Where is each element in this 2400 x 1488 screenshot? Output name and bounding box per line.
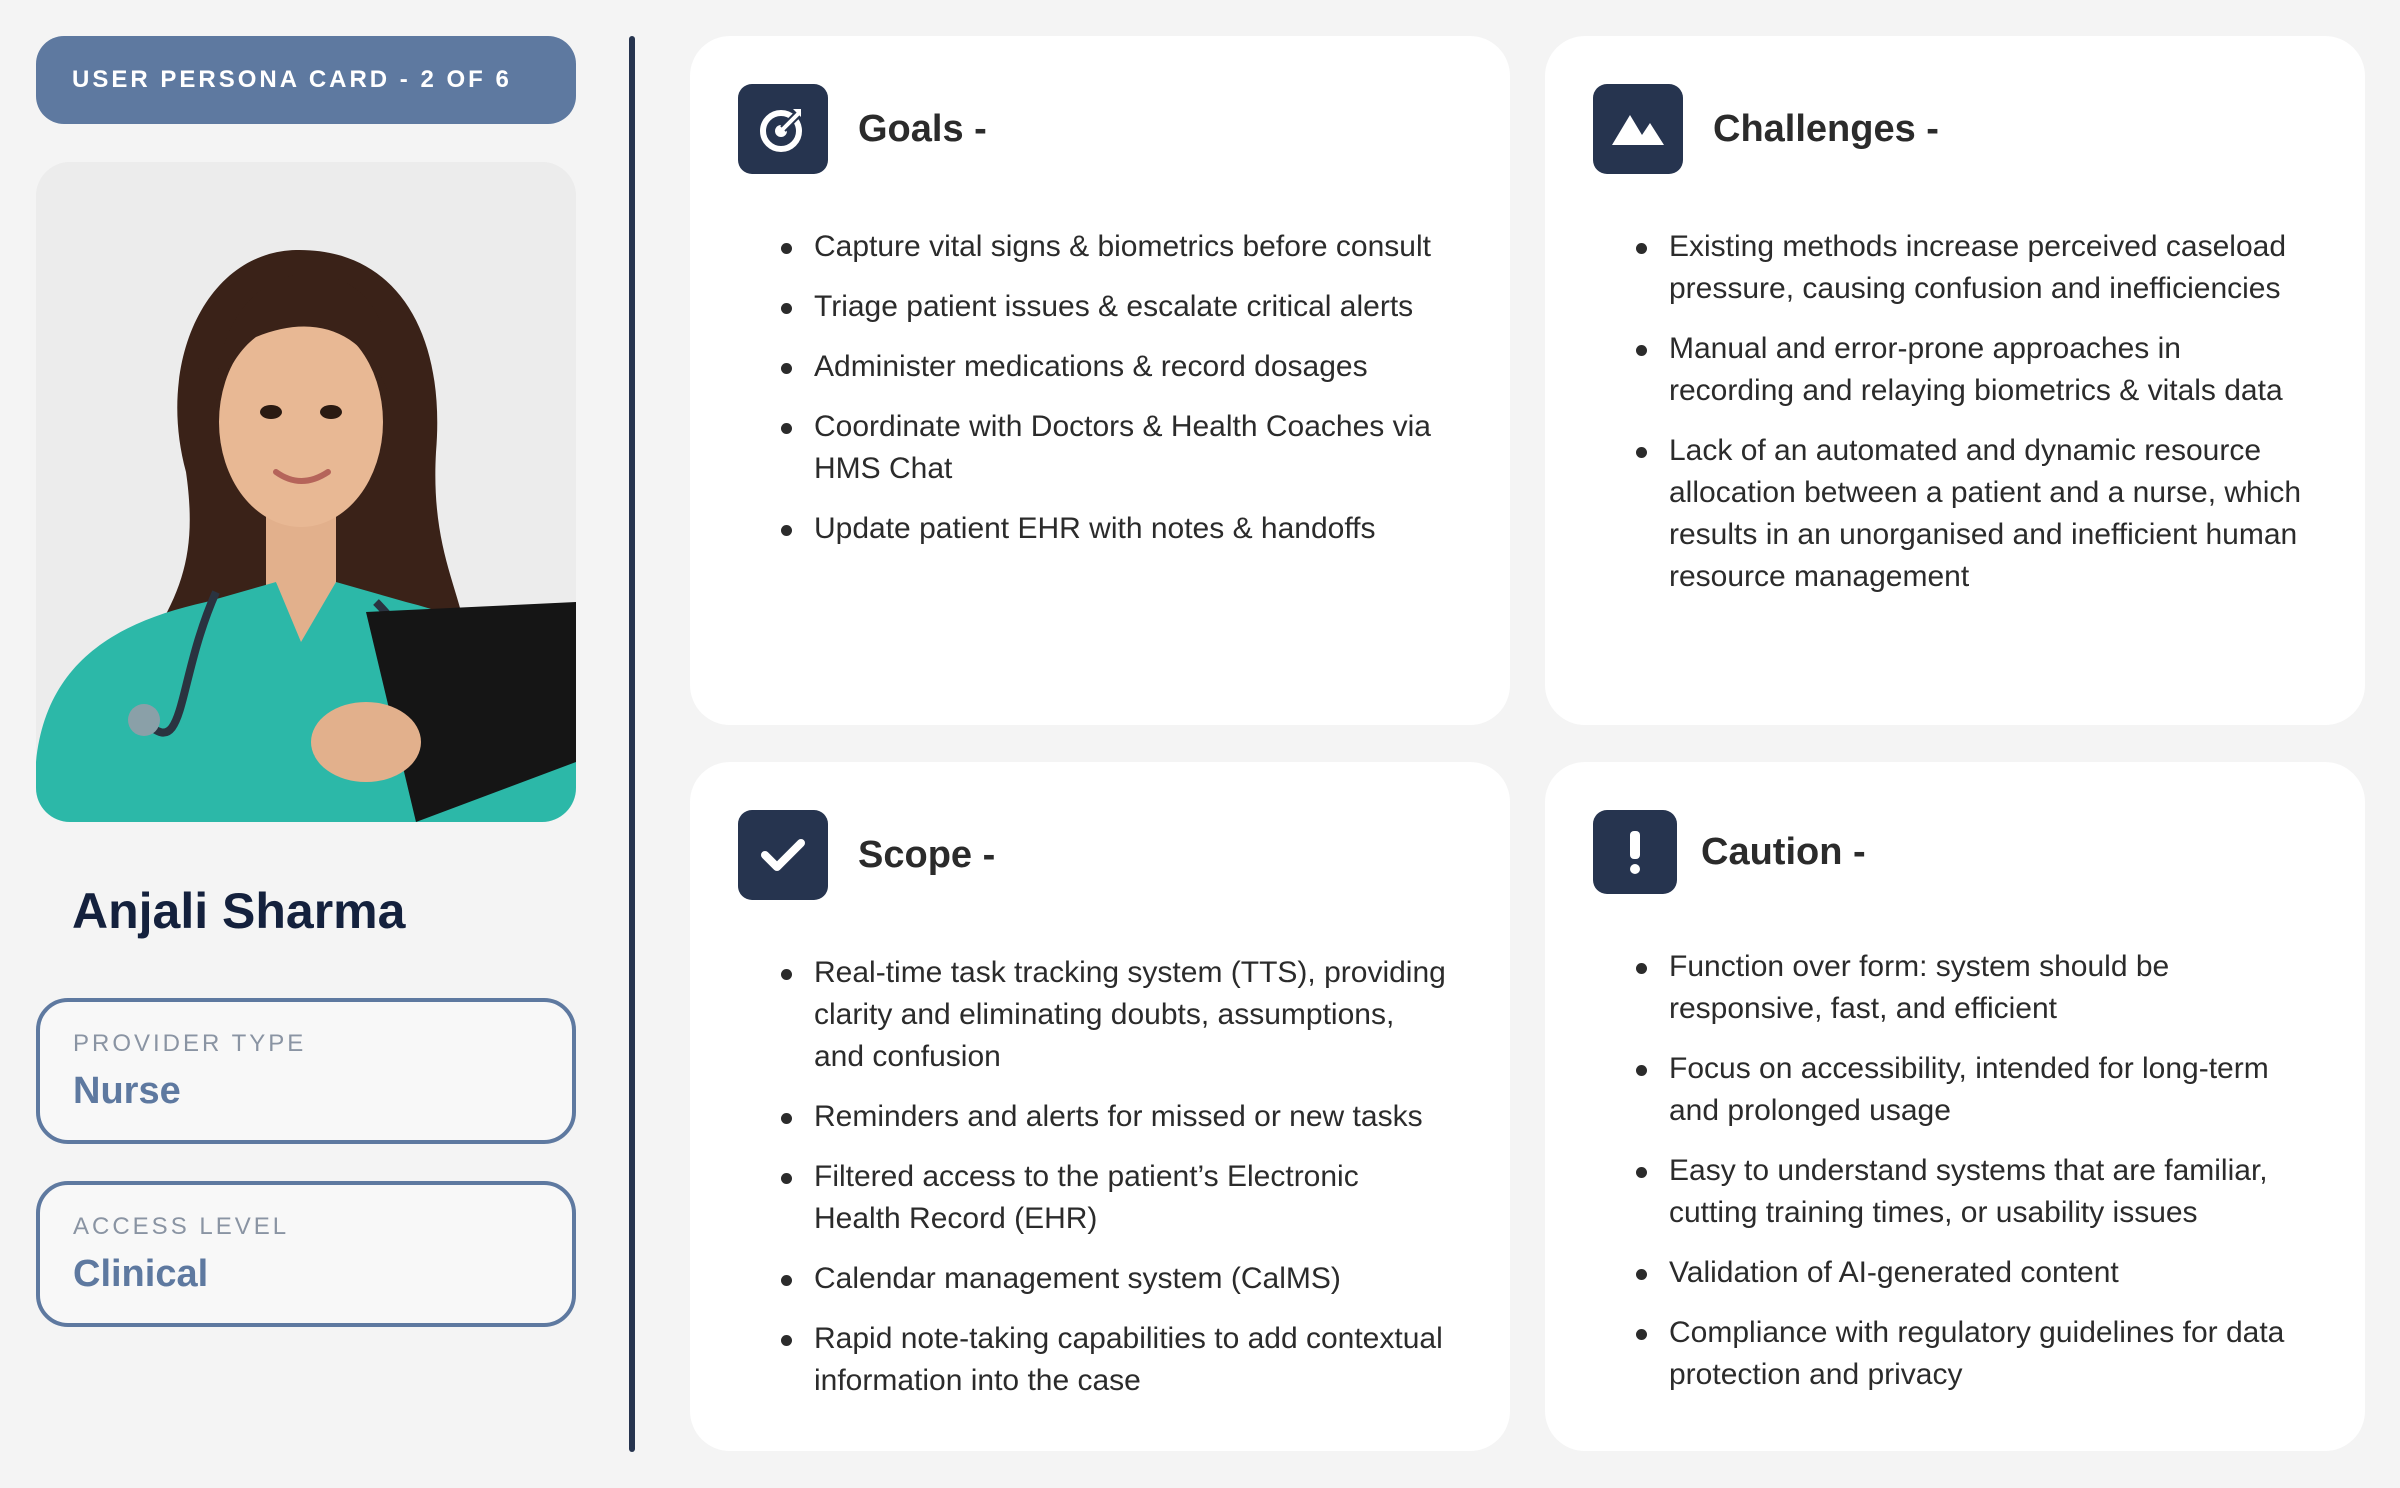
challenges-title: Challenges - — [1713, 107, 1939, 150]
list-item: Validation of AI-generated content — [1545, 1252, 2365, 1294]
persona-name: Anjali Sharma — [72, 883, 406, 939]
list-item: Compliance with regulatory guidelines for data protection and privacy — [1545, 1312, 2365, 1396]
list-item: Triage patient issues & escalate critical alerts — [690, 286, 1510, 328]
persona-panel — [36, 36, 576, 1295]
goals-title: Goals - — [858, 107, 987, 150]
provider-type-label: PROVIDER TYPE — [73, 1030, 307, 1057]
list-item: Existing methods increase perceived caseload pressure, causing confusion and inefficiencies — [1545, 226, 2365, 310]
provider-type-field — [36, 998, 576, 1144]
list-item: Capture vital signs & biometrics before consult — [690, 226, 1510, 268]
checkmark-icon — [738, 810, 828, 900]
exclamation-icon — [1593, 810, 1677, 894]
list-item: Lack of an automated and dynamic resource allocation between a patient and a nurse, which results in an unorganised and inefficient human resource management — [1545, 430, 2365, 598]
caution-card — [1545, 762, 2365, 1451]
list-item: Easy to understand systems that are familiar, cutting training times, or usability issues — [1545, 1150, 2365, 1234]
persona-photo — [36, 162, 576, 822]
caution-list — [1545, 946, 2365, 1414]
list-item: Focus on accessibility, intended for long-term and prolonged usage — [1545, 1048, 2365, 1132]
list-item: Manual and error-prone approaches in recording and relaying biometrics & vitals data — [1545, 328, 2365, 412]
target-icon — [738, 84, 828, 174]
challenges-card — [1545, 36, 2365, 725]
list-item: Filtered access to the patient’s Electronic Health Record (EHR) — [690, 1156, 1510, 1240]
mountain-icon — [1593, 84, 1683, 174]
list-item: Function over form: system should be responsive, fast, and efficient — [1545, 946, 2365, 1030]
persona-card-badge: USER PERSONA CARD - 2 OF 6 — [36, 36, 576, 124]
goals-list — [690, 226, 1510, 568]
access-level-field — [36, 1181, 576, 1327]
provider-type-value: Nurse — [73, 1070, 181, 1112]
list-item: Update patient EHR with notes & handoffs — [690, 508, 1510, 550]
scope-list — [690, 952, 1510, 1420]
list-item: Rapid note-taking capabilities to add contextual information into the case — [690, 1318, 1510, 1402]
scope-card — [690, 762, 1510, 1451]
list-item: Calendar management system (CalMS) — [690, 1258, 1510, 1300]
list-item: Reminders and alerts for missed or new tasks — [690, 1096, 1510, 1138]
list-item: Real-time task tracking system (TTS), providing clarity and eliminating doubts, assumptions, and confusion — [690, 952, 1510, 1078]
caution-title: Caution - — [1701, 830, 1866, 873]
scope-title: Scope - — [858, 833, 996, 876]
challenges-list — [1545, 226, 2365, 616]
access-level-label: ACCESS LEVEL — [73, 1213, 290, 1240]
vertical-divider — [629, 36, 635, 1452]
access-level-value: Clinical — [73, 1253, 209, 1295]
list-item: Administer medications & record dosages — [690, 346, 1510, 388]
goals-card — [690, 36, 1510, 725]
list-item: Coordinate with Doctors & Health Coaches via HMS Chat — [690, 406, 1510, 490]
